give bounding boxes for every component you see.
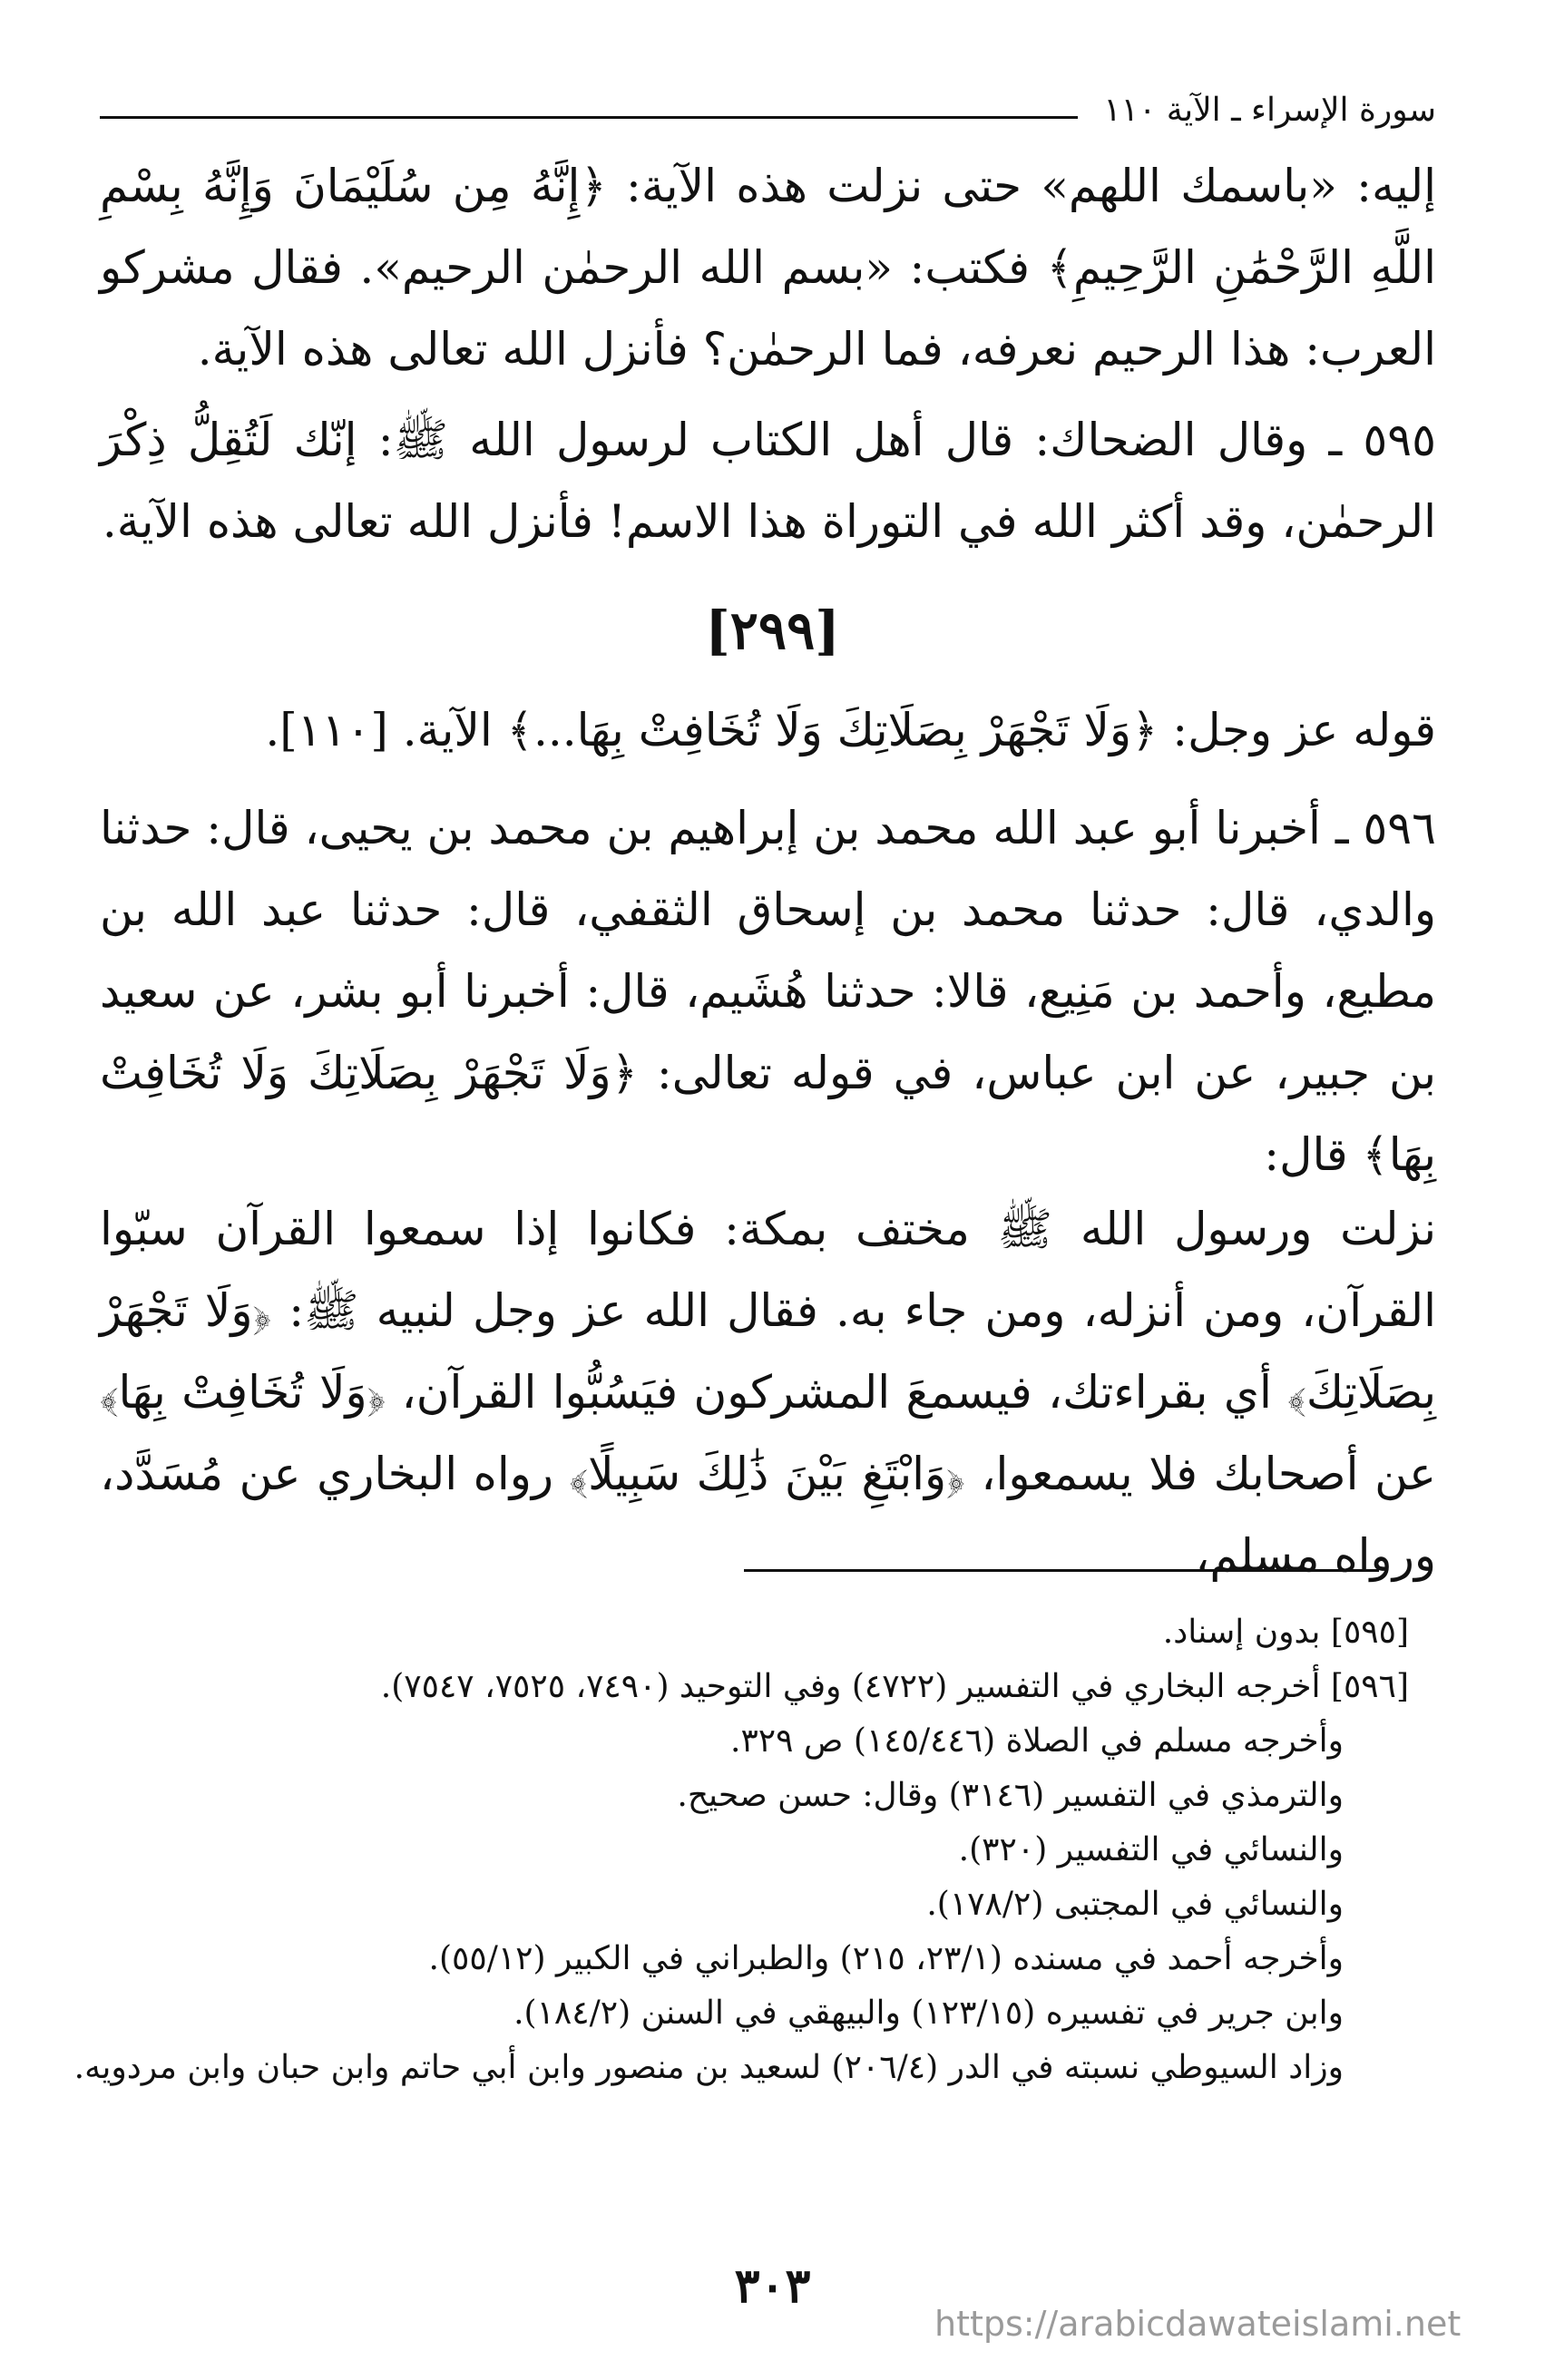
section-number: [٢٩٩] [705,600,840,661]
paragraph-596-isnad: ٥٩٦ ـ أخبرنا أبو عبد الله محمد بن إبراهيم بن محمد بن يحيى، قال: حدثنا والدي، قال: حدثنا محمد بن إسحاق الثقفي، قال: حدثنا عبد الله بن مطيع، وأحمد بن مَنِيع، قالا: حدثنا هُشَيم، قال: أخبرنا أبو بشر، عن سعيد بن جبير، عن ابن عباس، في قوله تعالى: ﴿وَلَا تَجْهَرْ بِصَلَاتِكَ وَلَا تُخَافِتْ بِهَا﴾ قال: [100,802,1436,1181]
footnote-596: [٥٩٦] أخرجه البخاري في التفسير (٤٧٢٢) وفي التوحيد (٧٤٩٠، ٧٥٢٥، ٧٥٤٧). [380,1668,1409,1705]
footnote-line: والنسائي في المجتبى (١٧٨/٢). [926,1886,1344,1923]
footnote-line: وأخرجه أحمد في مسنده (٢٣/١، ٢١٥) والطبراني في الكبير (٥٥/١٢). [428,1940,1344,1977]
footnote-line: وزاد السيوطي نسبته في الدر (٢٠٦/٤) لسعيد بن منصور وابن أبي حاتم وابن حبان وابن مردويه. [73,2049,1344,2086]
footnote-rule [744,1569,1379,1572]
paragraph-596-text: نزلت ورسول الله ﷺ مختف بمكة: فكانوا إذا سمعوا القرآن سبّوا القرآن، ومن أنزله، ومن جاء به. فقال الله عز وجل لنبيه ﷺ: ﴿وَلَا تَجْهَرْ بِصَلَاتِكَ﴾ أي بقراءتك، فيسمعَ المشركون فيَسُبُّوا القرآن، ﴿وَلَا تُخَافِتْ بِهَا﴾ عن أصحابك فلا يسمعوا، ﴿وَابْتَغِ بَيْنَ ذَٰلِكَ سَبِيلًا﴾ رواه البخاري عن مُسَدَّد، ورواه مسلم، [100,1203,1436,1582]
footnotes [73,1605,1409,2095]
paragraph-intro: إليه: «باسمك اللهم» حتى نزلت هذه الآية: ﴿إِنَّهُ مِن سُلَيْمَانَ وَإِنَّهُ بِسْمِ اللَّهِ الرَّحْمَٰنِ الرَّحِيمِ﴾ فكتب: «بسم الله الرحمٰن الرحيم». فقال مشركو العرب: هذا الرحيم نعرفه، فما الرحمٰن؟ فأنزل الله تعالى هذه الآية. [100,160,1436,376]
running-header [100,83,1436,138]
surah-verse-title: سورة الإسراء ـ الآية ١١٠ [1103,92,1436,129]
watermark-url: https://arabicdawateislami.net [934,2304,1462,2344]
footnote-line: والترمذي في التفسير (٣١٤٦) وقال: حسن صحيح. [677,1777,1344,1814]
footnote-line: وابن جرير في تفسيره (١٢٣/١٥) والبيهقي في السنن (١٨٤/٢). [513,1995,1344,2032]
paragraph-595: ٥٩٥ ـ وقال الضحاك: قال أهل الكتاب لرسول الله ﷺ: إنّك لَتُقِلُّ ذِكْرَ الرحمٰن، وقد أكثر الله في التوراة هذا الاسم! فأنزل الله تعالى هذه الآية. [100,414,1436,548]
footnote-595: [٥٩٥] بدون إسناد. [1162,1614,1409,1651]
header-rule [100,116,1078,119]
paragraph-verse-heading: قوله عز وجل: ﴿وَلَا تَجْهَرْ بِصَلَاتِكَ وَلَا تُخَافِتْ بِهَا...﴾ الآية. [١١٠]. [265,704,1436,756]
page-number: ٣٠٣ [734,2258,811,2314]
footnote-line: والنسائي في التفسير (٣٢٠). [958,1831,1344,1868]
footnote-line: وأخرجه مسلم في الصلاة (١٤٥/٤٤٦) ص ٣٢٩. [730,1722,1344,1760]
